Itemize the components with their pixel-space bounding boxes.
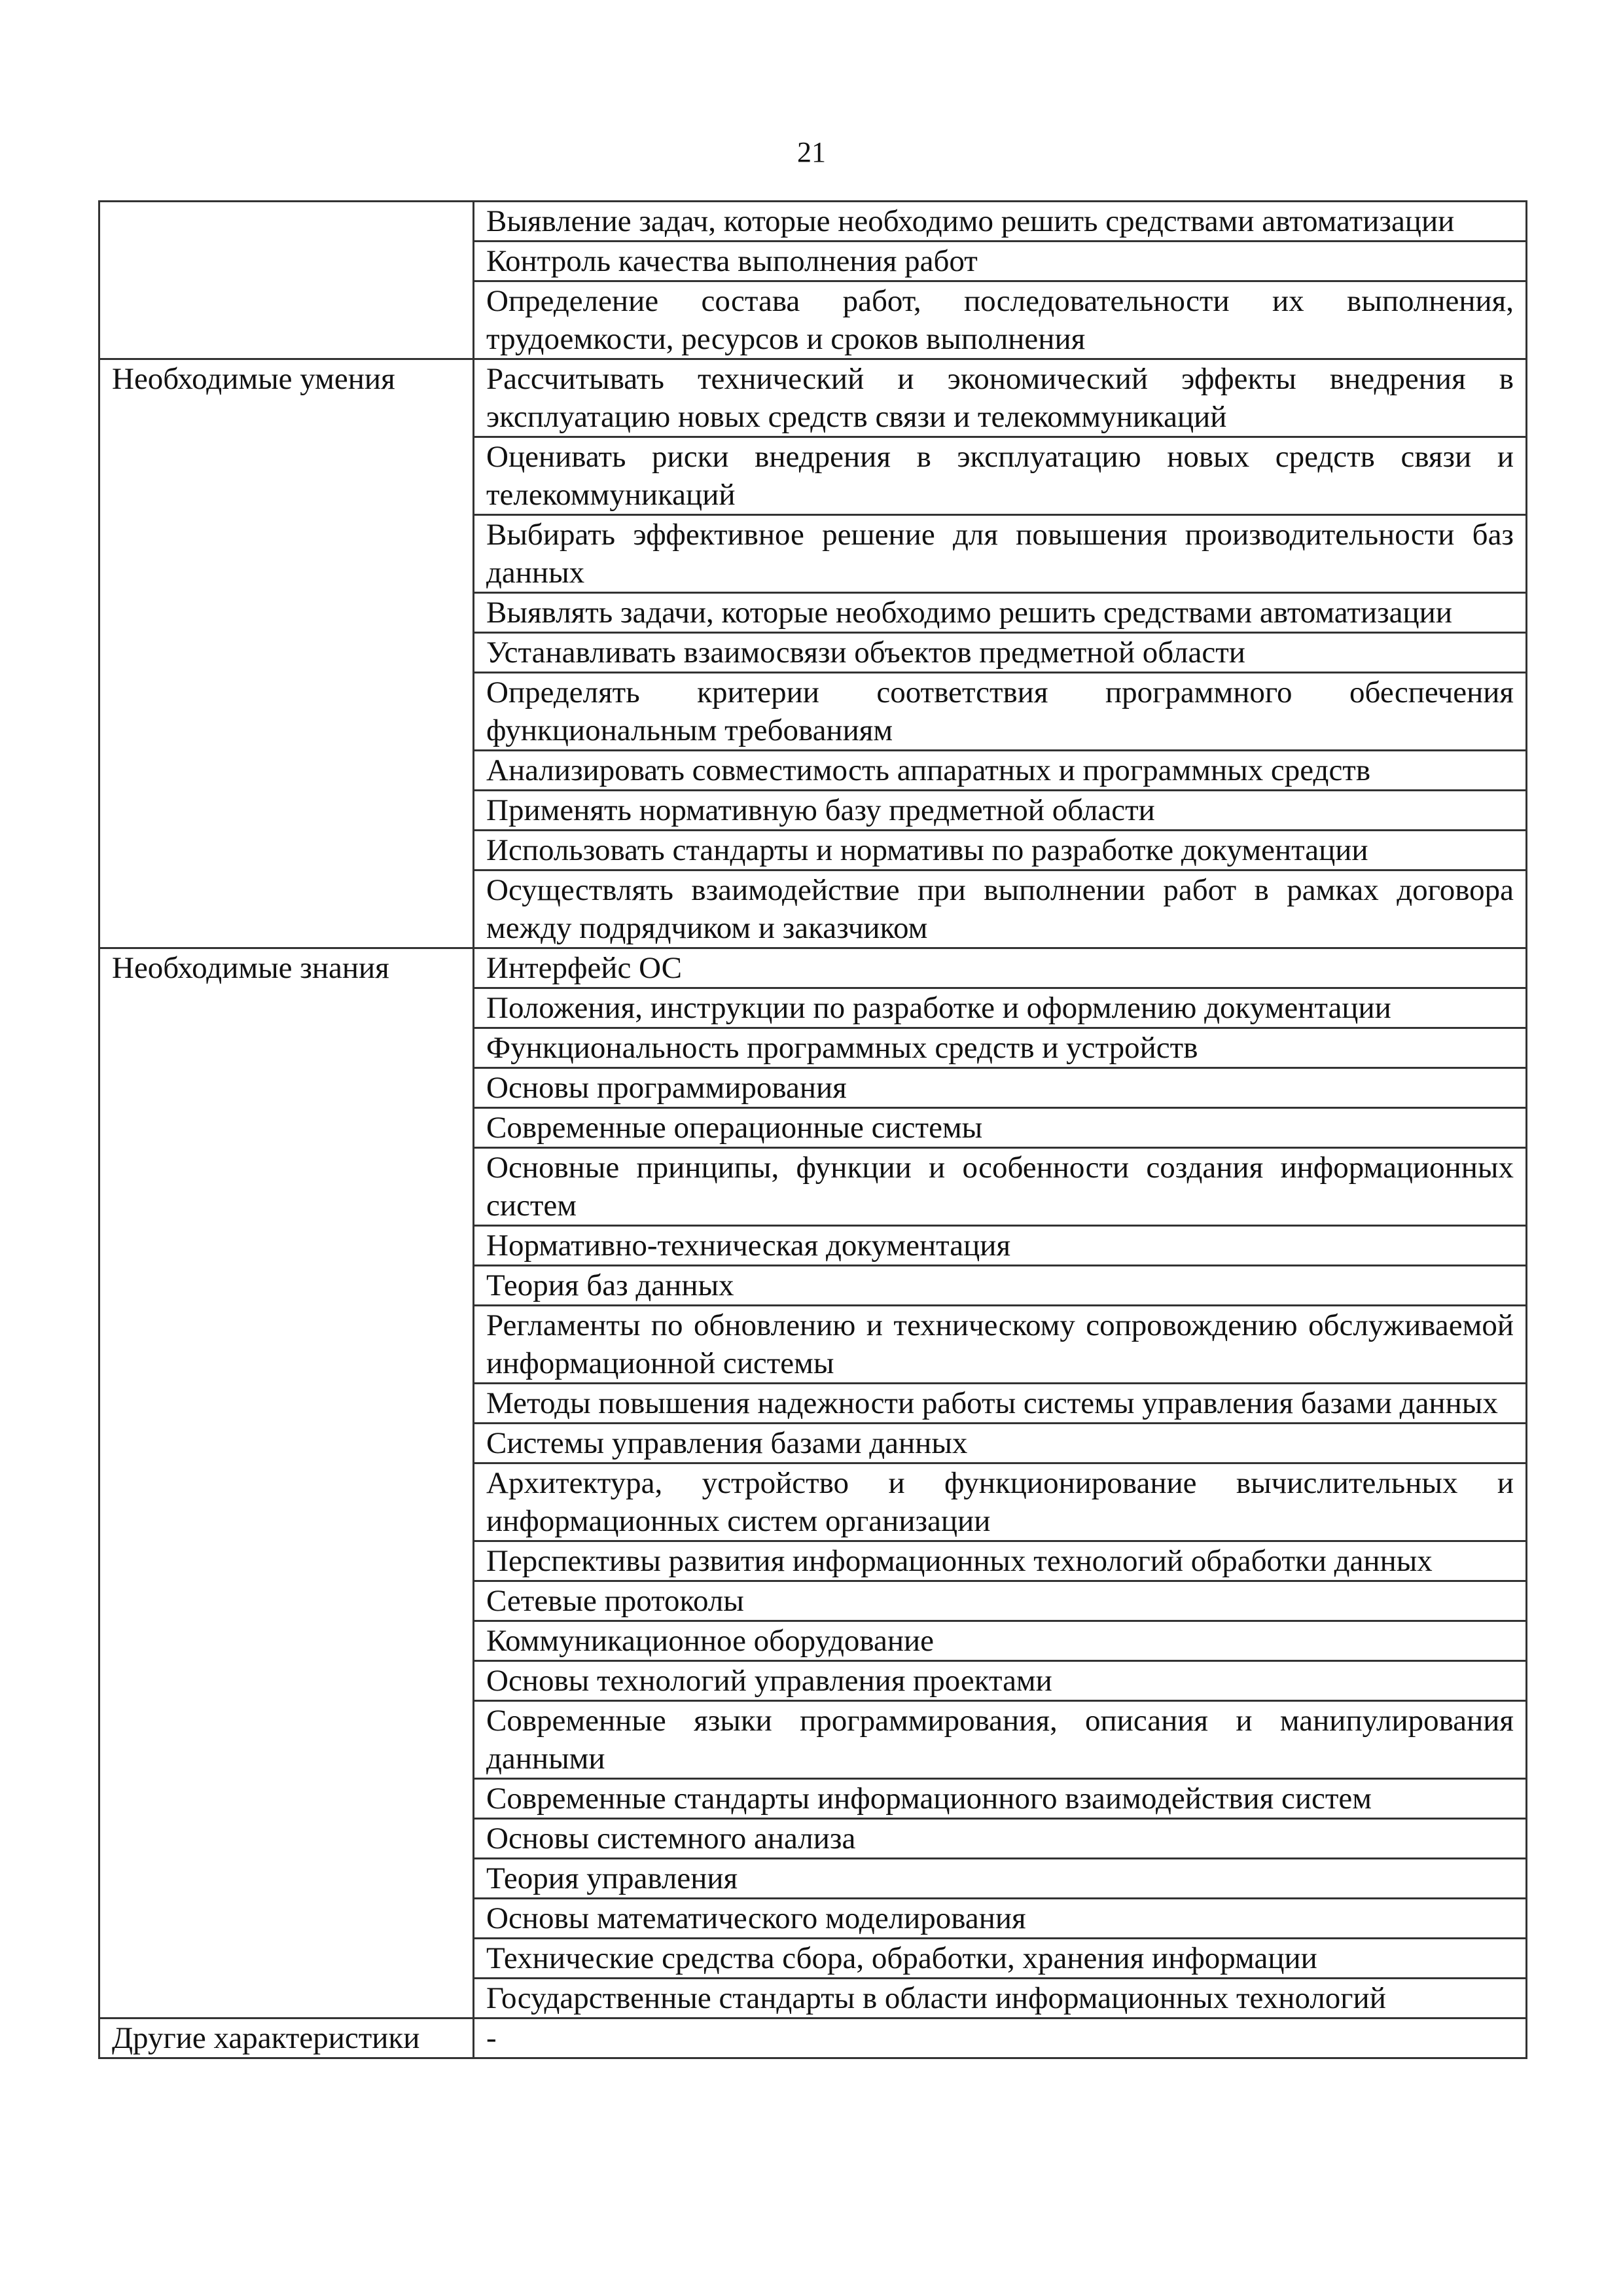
- requirement-item: Современные языки программирования, описания и манипулирования данными: [474, 1701, 1527, 1779]
- requirement-item: Выявлять задачи, которые необходимо решить средствами автоматизации: [474, 593, 1527, 633]
- requirements-table: [98, 200, 1527, 2059]
- requirement-item: Архитектура, устройство и функционирование вычислительных и информационных систем организации: [474, 1463, 1527, 1541]
- page-number: 21: [797, 136, 826, 168]
- section-label: [99, 202, 474, 359]
- requirement-item: Государственные стандарты в области информационных технологий: [474, 1979, 1527, 2018]
- requirement-item: Основы программирования: [474, 1068, 1527, 1108]
- requirement-item: Выявление задач, которые необходимо решить средствами автоматизации: [474, 202, 1527, 242]
- requirement-item: Основы математического моделирования: [474, 1899, 1527, 1939]
- requirement-item: Осуществлять взаимодействие при выполнении работ в рамках договора между подрядчиком и заказчиком: [474, 870, 1527, 948]
- requirement-item: Функциональность программных средств и устройств: [474, 1028, 1527, 1068]
- section-label: Необходимые умения: [99, 359, 474, 948]
- table-row: [99, 359, 1527, 437]
- requirement-item: Перспективы развития информационных технологий обработки данных: [474, 1541, 1527, 1581]
- requirement-item: Основные принципы, функции и особенности создания информационных систем: [474, 1148, 1527, 1226]
- requirement-item: Интерфейс ОС: [474, 948, 1527, 988]
- section-label: Другие характеристики: [99, 2018, 474, 2058]
- requirement-item: Нормативно-техническая документация: [474, 1226, 1527, 1266]
- requirement-item: Рассчитывать технический и экономический эффекты внедрения в эксплуатацию новых средств связи и телекоммуникаций: [474, 359, 1527, 437]
- requirement-item: Устанавливать взаимосвязи объектов предметной области: [474, 633, 1527, 673]
- requirement-item: Современные стандарты информационного взаимодействия систем: [474, 1779, 1527, 1819]
- requirement-item: Положения, инструкции по разработке и оформлению документации: [474, 988, 1527, 1028]
- requirement-item: Технические средства сбора, обработки, хранения информации: [474, 1939, 1527, 1979]
- requirement-item: Выбирать эффективное решение для повышения производительности баз данных: [474, 515, 1527, 593]
- requirement-item: Сетевые протоколы: [474, 1581, 1527, 1621]
- requirement-item: Использовать стандарты и нормативы по разработке документации: [474, 831, 1527, 870]
- requirement-item: Анализировать совместимость аппаратных и программных средств: [474, 751, 1527, 791]
- requirement-item: Методы повышения надежности работы системы управления базами данных: [474, 1384, 1527, 1424]
- requirement-item: Основы технологий управления проектами: [474, 1661, 1527, 1701]
- requirement-item: Коммуникационное оборудование: [474, 1621, 1527, 1661]
- requirement-item: Применять нормативную базу предметной области: [474, 791, 1527, 831]
- requirement-item: Определять критерии соответствия программного обеспечения функциональным требованиям: [474, 673, 1527, 751]
- table-row: [99, 2018, 1527, 2058]
- section-label: Необходимые знания: [99, 948, 474, 2018]
- requirement-item: Теория управления: [474, 1859, 1527, 1899]
- requirement-item: Теория баз данных: [474, 1266, 1527, 1306]
- requirement-item: Регламенты по обновлению и техническому сопровождению обслуживаемой информационной системы: [474, 1306, 1527, 1384]
- requirement-item: Определение состава работ, последовательности их выполнения, трудоемкости, ресурсов и сроков выполнения: [474, 281, 1527, 359]
- requirement-item: Оценивать риски внедрения в эксплуатацию новых средств связи и телекоммуникаций: [474, 437, 1527, 515]
- table-row: [99, 202, 1527, 242]
- table-row: [99, 948, 1527, 988]
- requirement-item: Современные операционные системы: [474, 1108, 1527, 1148]
- requirement-item: Системы управления базами данных: [474, 1424, 1527, 1463]
- requirement-item: -: [474, 2018, 1527, 2058]
- requirement-item: Контроль качества выполнения работ: [474, 242, 1527, 281]
- requirement-item: Основы системного анализа: [474, 1819, 1527, 1859]
